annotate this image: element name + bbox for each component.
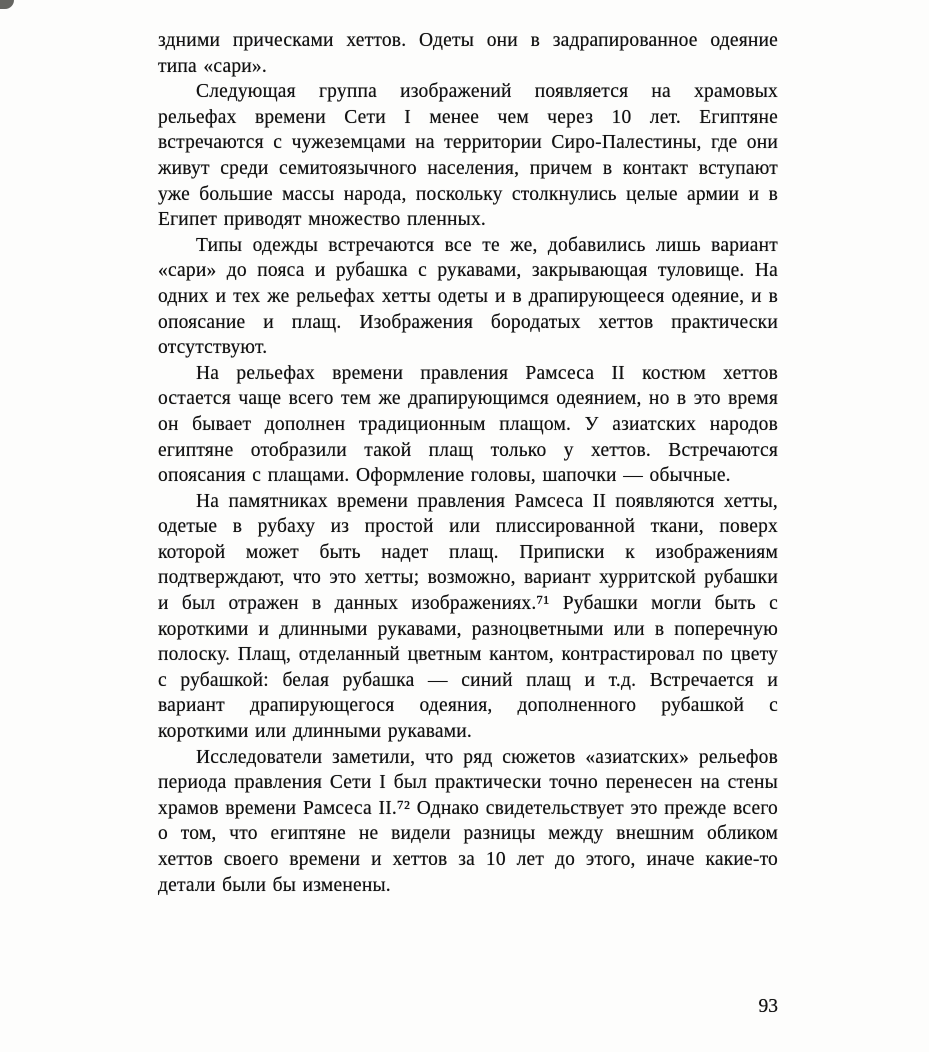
paragraph: На рельефах времени правления Рамсеса II костюм хеттов остается чаще всего тем же драпирующимся одеянием, но в это время он бывает дополнен традиционным плащом. У азиатских народов египтяне отобразили такой плащ только у хеттов. Встречаются опоясания с плащами. Оформление головы, шапочки — обычные. <box>158 362 778 487</box>
paragraph: На памятниках времени правления Рамсеса II появляются хетты, одетые в рубаху из простой или плиссированной ткани, поверх которой может быть надет плащ. Приписки к изображениям подтверждают, что это хетты; возможно, вариант хурритской рубашки и был отражен в данных изображениях.⁷¹ Рубашки могли быть с короткими и длинными рукавами, разноцветными или в поперечную полоску. Плащ, отделанный цветным кантом, контрастировал по цвету с рубашкой: белая рубашка — синий плащ и т.д. Встречается и вариант драпирующегося одеяния, дополненного рубашкой с короткими или длинными рукавами. <box>158 490 778 743</box>
text-block <box>158 28 778 898</box>
scan-artifact <box>0 0 14 9</box>
paragraph: Исследователи заметили, что ряд сюжетов «азиатских» рельефов периода правления Сети I был практически точно перенесен на стены храмов времени Рамсеса II.⁷² Однако свидетельствует это прежде всего о том, что египтяне не видели разницы между внешним обликом хеттов своего времени и хеттов за 10 лет до этого, иначе какие-то детали были бы изменены. <box>158 746 778 896</box>
page-number: 93 <box>758 996 778 1017</box>
paragraph: Следующая группа изображений появляется на храмовых рельефах времени Сети I менее чем через 10 лет. Египтяне встречаются с чужеземцами на территории Сиро-Палестины, где они живут среди семитоязычного населения, причем в контакт вступают уже большие массы народа, поскольку столкнулись целые армии и в Египет приводят множество пленных. <box>158 81 778 231</box>
paragraph: Типы одежды встречаются все те же, добавились лишь вариант «сари» до пояса и рубашка с рукавами, закрывающая туловище. На одних и тех же рельефах хетты одеты и в драпирующееся одеяние, и в опоясание и плащ. Изображения бородатых хеттов практически отсутствуют. <box>158 234 778 359</box>
paragraph: здними прическами хеттов. Одеты они в задрапированное одеяние типа «сари». <box>158 30 778 77</box>
